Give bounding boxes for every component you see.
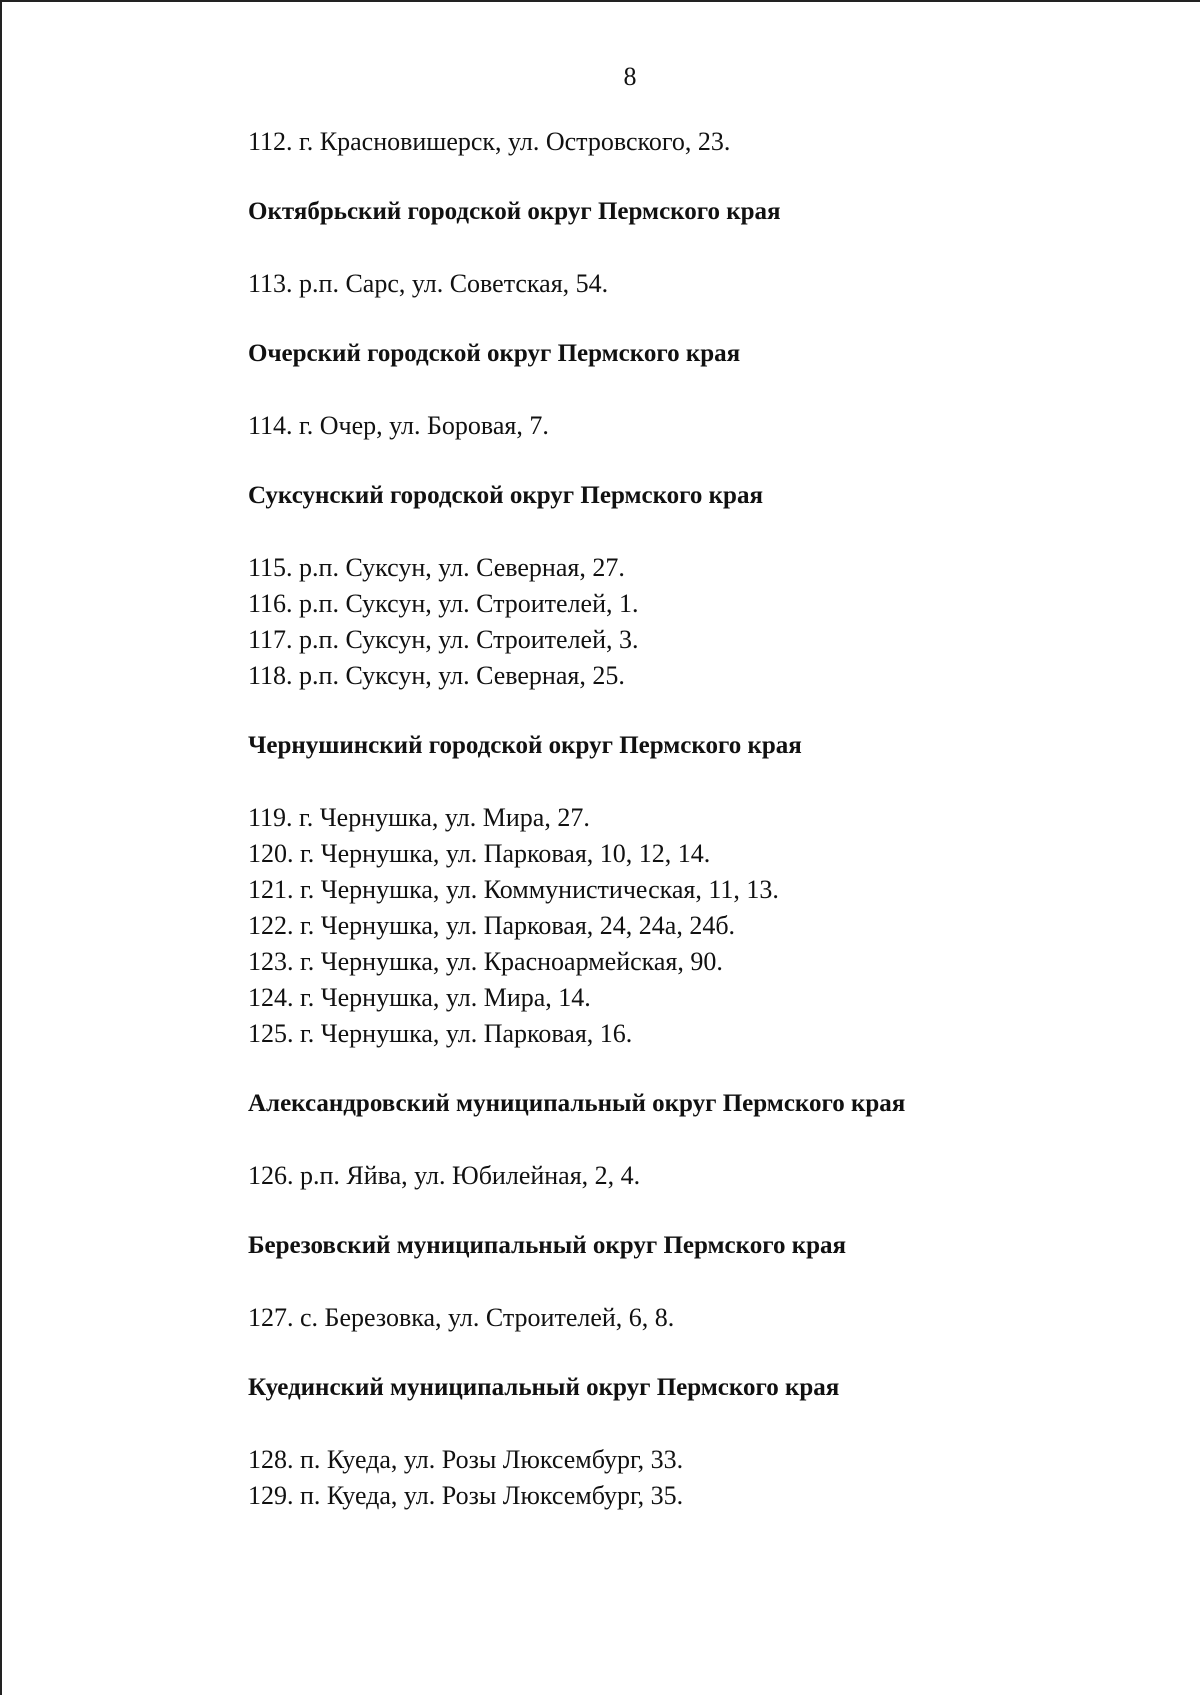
list-item: 124. г. Чернушка, ул. Мира, 14. (248, 983, 591, 1012)
list-item: 121. г. Чернушка, ул. Коммунистическая, 11, 13. (248, 875, 779, 904)
section-chernushinsky (248, 728, 1148, 1052)
list-item: 126. р.п. Яйва, ул. Юбилейная, 2, 4. (248, 1161, 641, 1190)
scan-edge-left (0, 0, 2, 1695)
list-item: 116. р.п. Суксун, ул. Строителей, 1. (248, 589, 639, 618)
section-heading: Березовский муниципальный округ Пермского края (248, 1232, 847, 1259)
section-suksunsky (248, 478, 1148, 694)
section-heading: Куединский муниципальный округ Пермского края (248, 1374, 840, 1401)
list-item: 122. г. Чернушка, ул. Парковая, 24, 24а, 24б. (248, 911, 736, 940)
list-item: 119. г. Чернушка, ул. Мира, 27. (248, 803, 590, 832)
list-item: 112. г. Красновишерск, ул. Островского, 23. (248, 127, 731, 156)
section-berezovsky (248, 1228, 1148, 1336)
list-item: 118. р.п. Суксун, ул. Северная, 25. (248, 661, 625, 690)
intro-items (248, 124, 1148, 160)
section-heading: Чернушинский городской округ Пермского края (248, 732, 802, 759)
list-item: 114. г. Очер, ул. Боровая, 7. (248, 411, 549, 440)
section-kuedinsky (248, 1370, 1148, 1514)
list-item: 117. р.п. Суксун, ул. Строителей, 3. (248, 625, 639, 654)
list-item: 113. р.п. Сарс, ул. Советская, 54. (248, 269, 609, 298)
list-item: 129. п. Куеда, ул. Розы Люксембург, 35. (248, 1481, 684, 1510)
page-number: 8 (623, 62, 637, 91)
list-item: 127. с. Березовка, ул. Строителей, 6, 8. (248, 1303, 675, 1332)
section-heading: Александровский муниципальный округ Пермского края (248, 1090, 906, 1117)
section-heading: Октябрьский городской округ Пермского края (248, 198, 781, 225)
address-list (248, 124, 1148, 1514)
scan-edge-top (0, 0, 1200, 2)
list-item: 128. п. Куеда, ул. Розы Люксембург, 33. (248, 1445, 684, 1474)
section-aleksandrovsky (248, 1086, 1148, 1194)
list-item: 123. г. Чернушка, ул. Красноармейская, 90. (248, 947, 723, 976)
list-item: 120. г. Чернушка, ул. Парковая, 10, 12, 14. (248, 839, 711, 868)
section-heading: Суксунский городской округ Пермского края (248, 482, 763, 509)
section-heading: Очерский городской округ Пермского края (248, 340, 741, 367)
section-ochersky (248, 336, 1148, 444)
list-item: 125. г. Чернушка, ул. Парковая, 16. (248, 1019, 633, 1048)
section-oktyabrsky (248, 194, 1148, 302)
list-item: 115. р.п. Суксун, ул. Северная, 27. (248, 553, 625, 582)
